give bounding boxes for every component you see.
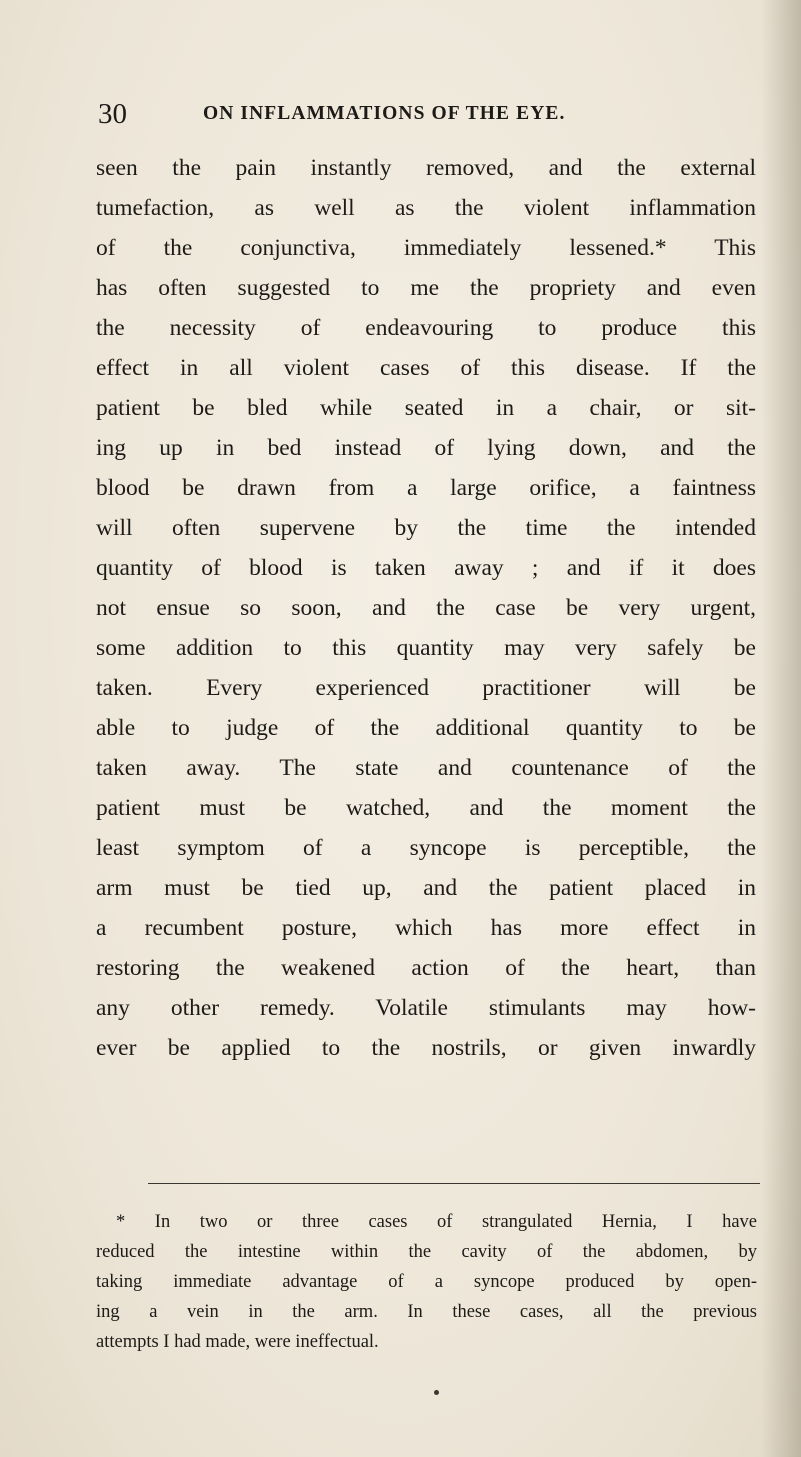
text-line: has often suggested to me the propriety and even [96, 275, 756, 301]
text-line: quantity of blood is taken away ; and if it does [96, 555, 756, 581]
running-title: ON INFLAMMATIONS OF THE EYE. [203, 103, 566, 124]
text-line: arm must be tied up, and the patient placed in [96, 875, 756, 901]
text-line: restoring the weakened action of the heart, than [96, 955, 756, 981]
text-line: a recumbent posture, which has more effect in [96, 915, 756, 941]
text-line: taken. Every experienced practitioner will be [96, 675, 756, 701]
text-line: tumefaction, as well as the violent inflammation [96, 195, 756, 221]
page-header [0, 94, 801, 134]
footnote-line: taking immediate advantage of a syncope produced by open- [96, 1272, 757, 1292]
text-line: some addition to this quantity may very safely be [96, 635, 756, 661]
text-line: not ensue so soon, and the case be very urgent, [96, 595, 756, 621]
text-line: taken away. The state and countenance of the [96, 755, 756, 781]
text-line: able to judge of the additional quantity to be [96, 715, 756, 741]
text-line: the necessity of endeavouring to produce this [96, 315, 756, 341]
body-text [96, 148, 756, 1068]
footnote-line: ing a vein in the arm. In these cases, all the previous [96, 1302, 757, 1322]
page-number: 30 [98, 98, 127, 130]
text-line: seen the pain instantly removed, and the external [96, 155, 756, 181]
text-line: of the conjunctiva, immediately lessened.* This [96, 235, 756, 261]
text-line: least symptom of a syncope is perceptible, the [96, 835, 756, 861]
text-line: ever be applied to the nostrils, or given inwardly [96, 1035, 756, 1061]
footnote-divider [148, 1183, 760, 1184]
footnote-line: reduced the intestine within the cavity of the abdomen, by [96, 1242, 757, 1262]
text-line: blood be drawn from a large orifice, a faintness [96, 475, 756, 501]
text-line: ing up in bed instead of lying down, and the [96, 435, 756, 461]
text-line: any other remedy. Volatile stimulants may how- [96, 995, 756, 1021]
text-line: patient be bled while seated in a chair, or sit- [96, 395, 756, 421]
footnote [96, 1207, 757, 1357]
text-line: will often supervene by the time the intended [96, 515, 756, 541]
text-line: effect in all violent cases of this disease. If the [96, 355, 756, 381]
footnote-line: attempts I had made, were ineffectual. [96, 1332, 379, 1352]
footnote-line: * In two or three cases of strangulated Hernia, I have [116, 1212, 757, 1232]
text-line: patient must be watched, and the moment the [96, 795, 756, 821]
ink-speck [434, 1390, 439, 1395]
